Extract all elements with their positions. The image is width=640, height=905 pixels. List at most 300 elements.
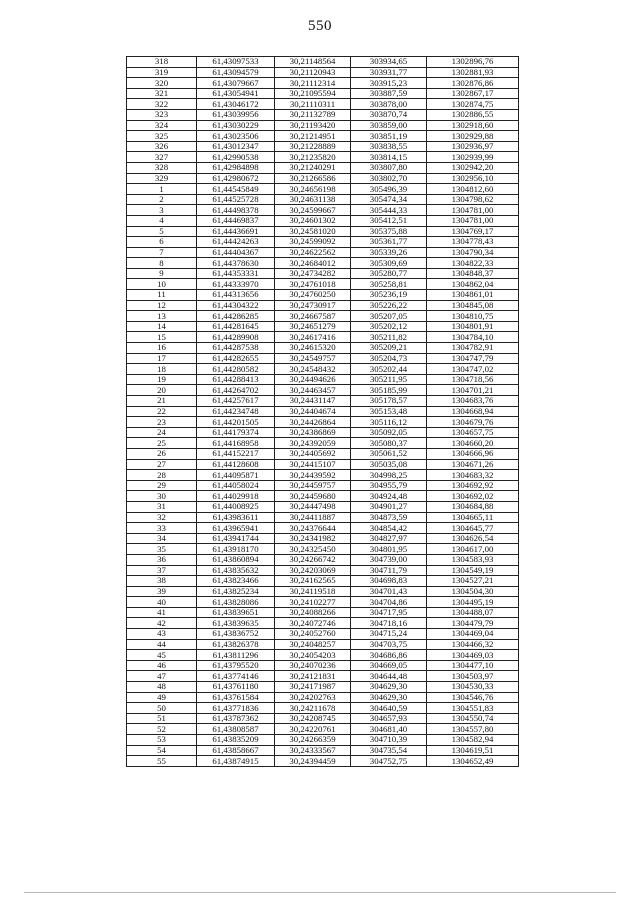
x-coordinate-cell: 305236,19 bbox=[351, 290, 427, 301]
latitude-cell: 61,43941744 bbox=[197, 533, 275, 544]
longitude-cell: 30,24730917 bbox=[275, 300, 351, 311]
latitude-cell: 61,43860894 bbox=[197, 554, 275, 565]
point-number-cell: 1 bbox=[127, 184, 197, 195]
longitude-cell: 30,24599667 bbox=[275, 205, 351, 216]
table-row bbox=[127, 300, 519, 311]
table-row bbox=[127, 576, 519, 587]
longitude-cell: 30,24439592 bbox=[275, 470, 351, 481]
latitude-cell: 61,43811296 bbox=[197, 650, 275, 661]
table-row bbox=[127, 152, 519, 163]
table-row bbox=[127, 618, 519, 629]
longitude-cell: 30,24761018 bbox=[275, 279, 351, 290]
longitude-cell: 30,24054203 bbox=[275, 650, 351, 661]
latitude-cell: 61,44313656 bbox=[197, 290, 275, 301]
table-row bbox=[127, 237, 519, 248]
page-number: 550 bbox=[308, 18, 332, 34]
y-coordinate-cell: 1302918,60 bbox=[427, 120, 519, 131]
longitude-cell: 30,24202763 bbox=[275, 692, 351, 703]
latitude-cell: 61,44281645 bbox=[197, 321, 275, 332]
table-row bbox=[127, 332, 519, 343]
x-coordinate-cell: 305309,69 bbox=[351, 258, 427, 269]
latitude-cell: 61,43097533 bbox=[197, 57, 275, 68]
y-coordinate-cell: 1304782,91 bbox=[427, 343, 519, 354]
latitude-cell: 61,43839651 bbox=[197, 607, 275, 618]
point-number-cell: 33 bbox=[127, 523, 197, 534]
latitude-cell: 61,44152217 bbox=[197, 448, 275, 459]
y-coordinate-cell: 1302939,99 bbox=[427, 152, 519, 163]
point-number-cell: 20 bbox=[127, 385, 197, 396]
point-number-cell: 54 bbox=[127, 745, 197, 756]
y-coordinate-cell: 1304784,10 bbox=[427, 332, 519, 343]
longitude-cell: 30,24549757 bbox=[275, 353, 351, 364]
y-coordinate-cell: 1304812,60 bbox=[427, 184, 519, 195]
x-coordinate-cell: 304901,27 bbox=[351, 501, 427, 512]
x-coordinate-cell: 305211,95 bbox=[351, 374, 427, 385]
y-coordinate-cell: 1304469,03 bbox=[427, 650, 519, 661]
x-coordinate-cell: 305202,12 bbox=[351, 321, 427, 332]
table-row bbox=[127, 523, 519, 534]
table-row bbox=[127, 724, 519, 735]
longitude-cell: 30,24615320 bbox=[275, 343, 351, 354]
latitude-cell: 61,44304322 bbox=[197, 300, 275, 311]
x-coordinate-cell: 304710,39 bbox=[351, 735, 427, 746]
table-row bbox=[127, 480, 519, 491]
x-coordinate-cell: 305226,22 bbox=[351, 300, 427, 311]
x-coordinate-cell: 303915,23 bbox=[351, 78, 427, 89]
y-coordinate-cell: 1304845,08 bbox=[427, 300, 519, 311]
latitude-cell: 61,44008925 bbox=[197, 501, 275, 512]
latitude-cell: 61,43828086 bbox=[197, 597, 275, 608]
y-coordinate-cell: 1304718,56 bbox=[427, 374, 519, 385]
longitude-cell: 30,24447498 bbox=[275, 501, 351, 512]
table-row bbox=[127, 629, 519, 640]
y-coordinate-cell: 1304683,32 bbox=[427, 470, 519, 481]
latitude-cell: 61,44353331 bbox=[197, 268, 275, 279]
latitude-cell: 61,44333970 bbox=[197, 279, 275, 290]
y-coordinate-cell: 1304503,97 bbox=[427, 671, 519, 682]
longitude-cell: 30,24333567 bbox=[275, 745, 351, 756]
longitude-cell: 30,24622562 bbox=[275, 247, 351, 258]
y-coordinate-cell: 1304781,00 bbox=[427, 205, 519, 216]
point-number-cell: 42 bbox=[127, 618, 197, 629]
x-coordinate-cell: 304657,93 bbox=[351, 713, 427, 724]
table-row bbox=[127, 215, 519, 226]
table-row bbox=[127, 99, 519, 110]
y-coordinate-cell: 1302881,93 bbox=[427, 67, 519, 78]
latitude-cell: 61,43046172 bbox=[197, 99, 275, 110]
table-row bbox=[127, 364, 519, 375]
x-coordinate-cell: 304924,48 bbox=[351, 491, 427, 502]
latitude-cell: 61,44286285 bbox=[197, 311, 275, 322]
x-coordinate-cell: 305339,26 bbox=[351, 247, 427, 258]
table-row bbox=[127, 586, 519, 597]
latitude-cell: 61,44234748 bbox=[197, 406, 275, 417]
longitude-cell: 30,24392059 bbox=[275, 438, 351, 449]
x-coordinate-cell: 305185,99 bbox=[351, 385, 427, 396]
table-row bbox=[127, 501, 519, 512]
point-number-cell: 26 bbox=[127, 448, 197, 459]
y-coordinate-cell: 1304466,32 bbox=[427, 639, 519, 650]
longitude-cell: 30,24052760 bbox=[275, 629, 351, 640]
longitude-cell: 30,24760250 bbox=[275, 290, 351, 301]
point-number-cell: 43 bbox=[127, 629, 197, 640]
latitude-cell: 61,43918170 bbox=[197, 544, 275, 555]
y-coordinate-cell: 1304668,94 bbox=[427, 406, 519, 417]
longitude-cell: 30,24431147 bbox=[275, 396, 351, 407]
x-coordinate-cell: 303807,80 bbox=[351, 162, 427, 173]
x-coordinate-cell: 304955,79 bbox=[351, 480, 427, 491]
point-number-cell: 13 bbox=[127, 311, 197, 322]
latitude-cell: 61,43858667 bbox=[197, 745, 275, 756]
y-coordinate-cell: 1304551,83 bbox=[427, 703, 519, 714]
longitude-cell: 30,24376644 bbox=[275, 523, 351, 534]
point-number-cell: 325 bbox=[127, 131, 197, 142]
point-number-cell: 18 bbox=[127, 364, 197, 375]
y-coordinate-cell: 1304652,49 bbox=[427, 756, 519, 767]
y-coordinate-cell: 1304583,93 bbox=[427, 554, 519, 565]
latitude-cell: 61,44436691 bbox=[197, 226, 275, 237]
longitude-cell: 30,24208745 bbox=[275, 713, 351, 724]
point-number-cell: 323 bbox=[127, 109, 197, 120]
longitude-cell: 30,24599092 bbox=[275, 237, 351, 248]
table-row bbox=[127, 735, 519, 746]
y-coordinate-cell: 1304645,77 bbox=[427, 523, 519, 534]
latitude-cell: 61,43874915 bbox=[197, 756, 275, 767]
y-coordinate-cell: 1304781,00 bbox=[427, 215, 519, 226]
x-coordinate-cell: 305178,57 bbox=[351, 396, 427, 407]
table-row bbox=[127, 279, 519, 290]
latitude-cell: 61,43030229 bbox=[197, 120, 275, 131]
longitude-cell: 30,24072746 bbox=[275, 618, 351, 629]
x-coordinate-cell: 304701,43 bbox=[351, 586, 427, 597]
longitude-cell: 30,24394459 bbox=[275, 756, 351, 767]
x-coordinate-cell: 304739,00 bbox=[351, 554, 427, 565]
x-coordinate-cell: 305035,08 bbox=[351, 459, 427, 470]
longitude-cell: 30,21228889 bbox=[275, 141, 351, 152]
x-coordinate-cell: 305375,88 bbox=[351, 226, 427, 237]
longitude-cell: 30,24266742 bbox=[275, 554, 351, 565]
point-number-cell: 35 bbox=[127, 544, 197, 555]
longitude-cell: 30,24734282 bbox=[275, 268, 351, 279]
point-number-cell: 10 bbox=[127, 279, 197, 290]
point-number-cell: 4 bbox=[127, 215, 197, 226]
longitude-cell: 30,24048257 bbox=[275, 639, 351, 650]
y-coordinate-cell: 1302936,97 bbox=[427, 141, 519, 152]
latitude-cell: 61,44288413 bbox=[197, 374, 275, 385]
x-coordinate-cell: 305204,73 bbox=[351, 353, 427, 364]
point-number-cell: 15 bbox=[127, 332, 197, 343]
table-row bbox=[127, 311, 519, 322]
y-coordinate-cell: 1304550,74 bbox=[427, 713, 519, 724]
table-row bbox=[127, 374, 519, 385]
table-row bbox=[127, 396, 519, 407]
latitude-cell: 61,43787362 bbox=[197, 713, 275, 724]
longitude-cell: 30,21132789 bbox=[275, 109, 351, 120]
point-number-cell: 327 bbox=[127, 152, 197, 163]
longitude-cell: 30,24171987 bbox=[275, 682, 351, 693]
table-row bbox=[127, 756, 519, 767]
longitude-cell: 30,24266359 bbox=[275, 735, 351, 746]
y-coordinate-cell: 1304769,17 bbox=[427, 226, 519, 237]
x-coordinate-cell: 303878,00 bbox=[351, 99, 427, 110]
y-coordinate-cell: 1304747,79 bbox=[427, 353, 519, 364]
longitude-cell: 30,24601302 bbox=[275, 215, 351, 226]
latitude-cell: 61,44095871 bbox=[197, 470, 275, 481]
longitude-cell: 30,21110311 bbox=[275, 99, 351, 110]
point-number-cell: 30 bbox=[127, 491, 197, 502]
table-row bbox=[127, 88, 519, 99]
table-row bbox=[127, 321, 519, 332]
y-coordinate-cell: 1304666,96 bbox=[427, 448, 519, 459]
latitude-cell: 61,42984898 bbox=[197, 162, 275, 173]
latitude-cell: 61,44378630 bbox=[197, 258, 275, 269]
y-coordinate-cell: 1302942,20 bbox=[427, 162, 519, 173]
table-row bbox=[127, 226, 519, 237]
longitude-cell: 30,24088266 bbox=[275, 607, 351, 618]
table-row bbox=[127, 353, 519, 364]
y-coordinate-cell: 1304848,37 bbox=[427, 268, 519, 279]
table-row bbox=[127, 554, 519, 565]
y-coordinate-cell: 1302956,10 bbox=[427, 173, 519, 184]
longitude-cell: 30,24119518 bbox=[275, 586, 351, 597]
point-number-cell: 31 bbox=[127, 501, 197, 512]
point-number-cell: 11 bbox=[127, 290, 197, 301]
table-row bbox=[127, 184, 519, 195]
latitude-cell: 61,42980672 bbox=[197, 173, 275, 184]
latitude-cell: 61,43761584 bbox=[197, 692, 275, 703]
latitude-cell: 61,44404367 bbox=[197, 247, 275, 258]
longitude-cell: 30,24548432 bbox=[275, 364, 351, 375]
table-row bbox=[127, 438, 519, 449]
table-row bbox=[127, 247, 519, 258]
longitude-cell: 30,24684012 bbox=[275, 258, 351, 269]
latitude-cell: 61,43835632 bbox=[197, 565, 275, 576]
x-coordinate-cell: 303859,00 bbox=[351, 120, 427, 131]
latitude-cell: 61,44257617 bbox=[197, 396, 275, 407]
x-coordinate-cell: 303870,74 bbox=[351, 109, 427, 120]
point-number-cell: 9 bbox=[127, 268, 197, 279]
longitude-cell: 30,21112314 bbox=[275, 78, 351, 89]
point-number-cell: 322 bbox=[127, 99, 197, 110]
longitude-cell: 30,24220761 bbox=[275, 724, 351, 735]
latitude-cell: 61,43079667 bbox=[197, 78, 275, 89]
latitude-cell: 61,44282655 bbox=[197, 353, 275, 364]
x-coordinate-cell: 304735,54 bbox=[351, 745, 427, 756]
x-coordinate-cell: 305280,77 bbox=[351, 268, 427, 279]
longitude-cell: 30,24404674 bbox=[275, 406, 351, 417]
longitude-cell: 30,24211678 bbox=[275, 703, 351, 714]
table-row bbox=[127, 194, 519, 205]
table-row bbox=[127, 671, 519, 682]
latitude-cell: 61,44469837 bbox=[197, 215, 275, 226]
y-coordinate-cell: 1302896,76 bbox=[427, 57, 519, 68]
x-coordinate-cell: 304703,75 bbox=[351, 639, 427, 650]
x-coordinate-cell: 304686,86 bbox=[351, 650, 427, 661]
longitude-cell: 30,21266586 bbox=[275, 173, 351, 184]
latitude-cell: 61,43983611 bbox=[197, 512, 275, 523]
table-row bbox=[127, 67, 519, 78]
latitude-cell: 61,43094579 bbox=[197, 67, 275, 78]
x-coordinate-cell: 305092,05 bbox=[351, 427, 427, 438]
point-number-cell: 40 bbox=[127, 597, 197, 608]
point-number-cell: 49 bbox=[127, 692, 197, 703]
point-number-cell: 53 bbox=[127, 735, 197, 746]
point-number-cell: 14 bbox=[127, 321, 197, 332]
y-coordinate-cell: 1304679,76 bbox=[427, 417, 519, 428]
y-coordinate-cell: 1304619,51 bbox=[427, 745, 519, 756]
point-number-cell: 318 bbox=[127, 57, 197, 68]
table-row bbox=[127, 703, 519, 714]
x-coordinate-cell: 304718,16 bbox=[351, 618, 427, 629]
y-coordinate-cell: 1304684,88 bbox=[427, 501, 519, 512]
y-coordinate-cell: 1304546,76 bbox=[427, 692, 519, 703]
point-number-cell: 21 bbox=[127, 396, 197, 407]
x-coordinate-cell: 305202,44 bbox=[351, 364, 427, 375]
latitude-cell: 61,43039956 bbox=[197, 109, 275, 120]
longitude-cell: 30,21240291 bbox=[275, 162, 351, 173]
table-row bbox=[127, 448, 519, 459]
table-row bbox=[127, 491, 519, 502]
latitude-cell: 61,44058024 bbox=[197, 480, 275, 491]
table-row bbox=[127, 120, 519, 131]
longitude-cell: 30,24459757 bbox=[275, 480, 351, 491]
table-row bbox=[127, 745, 519, 756]
x-coordinate-cell: 303934,65 bbox=[351, 57, 427, 68]
latitude-cell: 61,43795520 bbox=[197, 660, 275, 671]
y-coordinate-cell: 1304861,01 bbox=[427, 290, 519, 301]
y-coordinate-cell: 1304778,43 bbox=[427, 237, 519, 248]
point-number-cell: 50 bbox=[127, 703, 197, 714]
y-coordinate-cell: 1304665,11 bbox=[427, 512, 519, 523]
x-coordinate-cell: 305080,37 bbox=[351, 438, 427, 449]
longitude-cell: 30,24581020 bbox=[275, 226, 351, 237]
table-row bbox=[127, 78, 519, 89]
latitude-cell: 61,44424263 bbox=[197, 237, 275, 248]
x-coordinate-cell: 305209,21 bbox=[351, 343, 427, 354]
x-coordinate-cell: 304669,05 bbox=[351, 660, 427, 671]
table-row bbox=[127, 692, 519, 703]
latitude-cell: 61,43054941 bbox=[197, 88, 275, 99]
point-number-cell: 39 bbox=[127, 586, 197, 597]
latitude-cell: 61,43836752 bbox=[197, 629, 275, 640]
y-coordinate-cell: 1304701,21 bbox=[427, 385, 519, 396]
y-coordinate-cell: 1304626,54 bbox=[427, 533, 519, 544]
latitude-cell: 61,44525728 bbox=[197, 194, 275, 205]
longitude-cell: 30,21235820 bbox=[275, 152, 351, 163]
y-coordinate-cell: 1304747,02 bbox=[427, 364, 519, 375]
point-number-cell: 44 bbox=[127, 639, 197, 650]
latitude-cell: 61,43023506 bbox=[197, 131, 275, 142]
x-coordinate-cell: 304629,30 bbox=[351, 692, 427, 703]
y-coordinate-cell: 1302929,88 bbox=[427, 131, 519, 142]
point-number-cell: 27 bbox=[127, 459, 197, 470]
point-number-cell: 5 bbox=[127, 226, 197, 237]
y-coordinate-cell: 1304801,91 bbox=[427, 321, 519, 332]
x-coordinate-cell: 304873,59 bbox=[351, 512, 427, 523]
longitude-cell: 30,24386869 bbox=[275, 427, 351, 438]
y-coordinate-cell: 1302876,86 bbox=[427, 78, 519, 89]
table-row bbox=[127, 417, 519, 428]
y-coordinate-cell: 1304790,34 bbox=[427, 247, 519, 258]
y-coordinate-cell: 1304549,19 bbox=[427, 565, 519, 576]
latitude-cell: 61,43826378 bbox=[197, 639, 275, 650]
latitude-cell: 61,43761180 bbox=[197, 682, 275, 693]
point-number-cell: 29 bbox=[127, 480, 197, 491]
x-coordinate-cell: 305361,77 bbox=[351, 237, 427, 248]
bottom-divider bbox=[24, 892, 616, 893]
point-number-cell: 23 bbox=[127, 417, 197, 428]
table-row bbox=[127, 268, 519, 279]
latitude-cell: 61,44128608 bbox=[197, 459, 275, 470]
y-coordinate-cell: 1304617,00 bbox=[427, 544, 519, 555]
y-coordinate-cell: 1304557,80 bbox=[427, 724, 519, 735]
point-number-cell: 319 bbox=[127, 67, 197, 78]
x-coordinate-cell: 303887,59 bbox=[351, 88, 427, 99]
latitude-cell: 61,44201505 bbox=[197, 417, 275, 428]
x-coordinate-cell: 305207,05 bbox=[351, 311, 427, 322]
x-coordinate-cell: 304629,30 bbox=[351, 682, 427, 693]
longitude-cell: 30,24494626 bbox=[275, 374, 351, 385]
latitude-cell: 61,43808587 bbox=[197, 724, 275, 735]
point-number-cell: 48 bbox=[127, 682, 197, 693]
latitude-cell: 61,43835209 bbox=[197, 735, 275, 746]
table-row bbox=[127, 427, 519, 438]
point-number-cell: 41 bbox=[127, 607, 197, 618]
x-coordinate-cell: 304640,59 bbox=[351, 703, 427, 714]
longitude-cell: 30,24405692 bbox=[275, 448, 351, 459]
point-number-cell: 46 bbox=[127, 660, 197, 671]
x-coordinate-cell: 304704,86 bbox=[351, 597, 427, 608]
longitude-cell: 30,24325450 bbox=[275, 544, 351, 555]
table-row bbox=[127, 544, 519, 555]
latitude-cell: 61,43839635 bbox=[197, 618, 275, 629]
point-number-cell: 17 bbox=[127, 353, 197, 364]
latitude-cell: 61,43965941 bbox=[197, 523, 275, 534]
latitude-cell: 61,43774146 bbox=[197, 671, 275, 682]
point-number-cell: 320 bbox=[127, 78, 197, 89]
longitude-cell: 30,21095594 bbox=[275, 88, 351, 99]
longitude-cell: 30,24121831 bbox=[275, 671, 351, 682]
latitude-cell: 61,44498378 bbox=[197, 205, 275, 216]
point-number-cell: 24 bbox=[127, 427, 197, 438]
latitude-cell: 61,43825234 bbox=[197, 586, 275, 597]
x-coordinate-cell: 304854,42 bbox=[351, 523, 427, 534]
longitude-cell: 30,24631138 bbox=[275, 194, 351, 205]
x-coordinate-cell: 305444,33 bbox=[351, 205, 427, 216]
longitude-cell: 30,21120943 bbox=[275, 67, 351, 78]
table-row bbox=[127, 57, 519, 68]
y-coordinate-cell: 1304479,79 bbox=[427, 618, 519, 629]
x-coordinate-cell: 304681,40 bbox=[351, 724, 427, 735]
point-number-cell: 324 bbox=[127, 120, 197, 131]
point-number-cell: 25 bbox=[127, 438, 197, 449]
x-coordinate-cell: 304644,48 bbox=[351, 671, 427, 682]
point-number-cell: 34 bbox=[127, 533, 197, 544]
latitude-cell: 61,44289908 bbox=[197, 332, 275, 343]
point-number-cell: 7 bbox=[127, 247, 197, 258]
table-row bbox=[127, 650, 519, 661]
y-coordinate-cell: 1304692,92 bbox=[427, 480, 519, 491]
y-coordinate-cell: 1304683,76 bbox=[427, 396, 519, 407]
longitude-cell: 30,24617416 bbox=[275, 332, 351, 343]
latitude-cell: 61,43771836 bbox=[197, 703, 275, 714]
y-coordinate-cell: 1304477,10 bbox=[427, 660, 519, 671]
point-number-cell: 2 bbox=[127, 194, 197, 205]
y-coordinate-cell: 1304822,33 bbox=[427, 258, 519, 269]
y-coordinate-cell: 1304660,20 bbox=[427, 438, 519, 449]
latitude-cell: 61,44287538 bbox=[197, 343, 275, 354]
longitude-cell: 30,24651279 bbox=[275, 321, 351, 332]
